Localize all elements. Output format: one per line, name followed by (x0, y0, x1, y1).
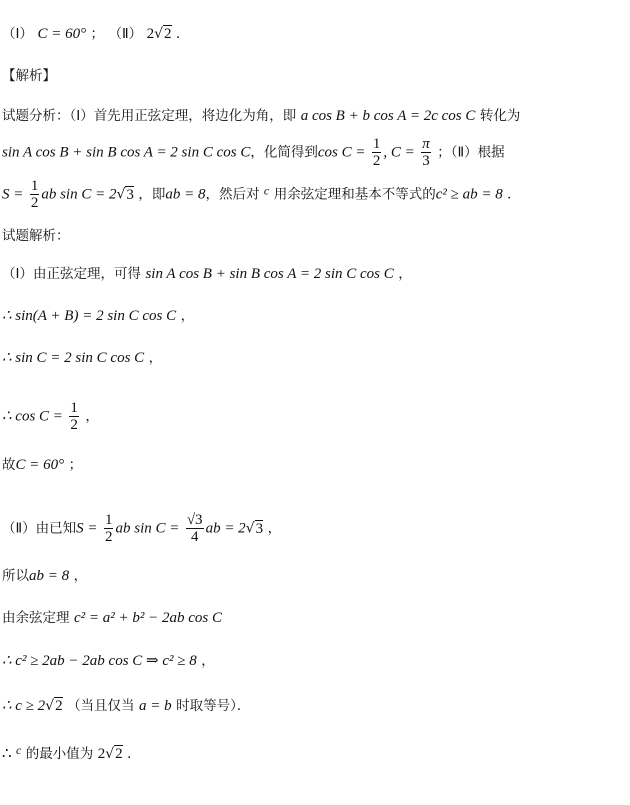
solution-text: 时取等号）． (176, 698, 251, 714)
fraction (372, 136, 382, 169)
summary-math: S = (2, 186, 24, 203)
answer-part2-label: （Ⅱ） (108, 26, 143, 42)
solution-math: c (16, 743, 22, 757)
summary-math: c² ≥ ab = 8 (435, 186, 503, 203)
fraction-num: 1 (70, 400, 78, 416)
answer-part1-label: （Ⅰ） (2, 26, 33, 42)
fraction-num: 1 (372, 136, 381, 152)
analysis-heading: 【解析】 (2, 68, 56, 84)
fraction-den: 4 (190, 529, 199, 545)
fraction-num: √3 (186, 512, 203, 528)
fraction (104, 512, 114, 545)
radicand: 2 (55, 698, 63, 714)
solution-math: ∴ c ≥ 2 (2, 698, 46, 714)
summary-line-2 (2, 136, 505, 169)
solution-math: ab = 8 (29, 568, 70, 584)
summary-math: , C = (383, 144, 415, 161)
solution-punct: ， (180, 308, 195, 324)
solution-text: 由余弦定理 (2, 610, 70, 626)
radicand: 2 (115, 746, 123, 762)
summary-math: ab = 8 (165, 186, 206, 203)
solution-math: S = (76, 520, 98, 537)
solution-text: 故 (2, 457, 16, 473)
solution-text: （当且仅当 (67, 698, 135, 714)
summary-line-1 (2, 106, 520, 126)
solution-math: C = 60° (15, 457, 65, 473)
solution-step-6: （Ⅱ）由已知S = $\frac{1}{2}$ ab sin C = $\frac{√3}{4}$ ab = 2√3 ， (2, 512, 282, 545)
fraction-den: 2 (30, 195, 39, 211)
fraction (186, 512, 204, 545)
solution-step-8 (2, 608, 222, 628)
solution-text: 的最小值为 (25, 746, 94, 762)
fraction-den: 3 (422, 153, 430, 169)
summary-text: 用余弦定理和基本不等式的 (273, 186, 436, 203)
summary-text: 转化为 (479, 108, 521, 124)
solution-step-7 (2, 566, 87, 586)
solution-math: ∴ cos C = (2, 408, 63, 425)
solution-punct: ， (201, 653, 215, 669)
solution-step-5 (2, 455, 82, 475)
answer-part2-coef: 2 (146, 26, 155, 42)
solution-step-4 (2, 400, 99, 433)
solution-step-9 (2, 651, 215, 671)
solution-math: ∴ sin C = 2 sin C cos C (2, 350, 145, 366)
summary-text: ，化简得到 (250, 144, 318, 161)
solution-math: ∴ c² ≥ 2ab − 2ab cos C ⇒ c² ≥ 8 (2, 653, 197, 669)
solution-math: ∴ (2, 746, 12, 762)
summary-math: ab sin C = 2 (41, 186, 117, 203)
solution-punct: ， (398, 266, 412, 282)
solution-step-1 (2, 264, 412, 284)
solution-text: （Ⅰ）由正弦定理，可得 (2, 266, 141, 282)
solution-step-11: ∴ c 的最小值为 2√2 ． (2, 743, 141, 762)
answer-line: （Ⅰ） C = 60° ； （Ⅱ） 2√2 ． (2, 26, 190, 42)
fraction (421, 136, 431, 169)
fraction-den: 2 (372, 153, 381, 169)
solution-label: 试题解析： (2, 228, 70, 244)
solution-math: sin A cos B + sin B cos A = 2 sin C cos C (145, 266, 394, 282)
solution-math: 2 (97, 746, 106, 762)
solution-punct: ， (267, 520, 282, 537)
summary-math: a cos B + b cos A = 2c cos C (300, 108, 476, 124)
fraction-den: 2 (70, 417, 78, 433)
summary-text: ，即 (138, 186, 166, 203)
solution-math: a = b (139, 698, 172, 714)
solution-punct: ； (68, 457, 83, 473)
summary-text: ，然后对 (205, 186, 260, 203)
solution-punct: ， (73, 568, 88, 584)
fraction-num: π (422, 136, 430, 152)
summary-text: ；（Ⅱ）根据 (437, 144, 505, 161)
summary-math: c (263, 183, 270, 198)
solution-step-10: ∴ c ≥ 2√2 （当且仅当 a = b 时取等号）． (2, 698, 251, 714)
radicand: 3 (126, 186, 134, 203)
answer-part2-radicand: 2 (164, 26, 172, 42)
solution-math: c² = a² + b² − 2ab cos C (73, 610, 222, 626)
solution-text: （Ⅱ）由已知 (2, 520, 77, 537)
solution-step-2 (2, 306, 194, 326)
summary-line-3: S = $\frac{1}{2}$ ab sin C = 2√3 ，即ab = 8，然后对 c 用余弦定理和基本不等式的c² ≥ ab = 8 ． (2, 178, 521, 211)
fraction-num: 1 (30, 178, 39, 194)
fraction-num: 1 (104, 512, 113, 528)
solution-math: ∴ sin(A + B) = 2 sin C cos C (2, 308, 177, 324)
summary-label: 试题分析： (2, 108, 70, 124)
fraction-den: 2 (104, 529, 113, 545)
summary-end: ． (507, 186, 521, 203)
solution-punct: ， (85, 408, 99, 425)
solution-step-3 (2, 348, 162, 368)
solution-punct: ． (127, 746, 141, 762)
summary-math: sin A cos B + sin B cos A = 2 sin C cos C (2, 144, 251, 161)
answer-end: ． (175, 26, 190, 42)
solution-punct: ， (148, 350, 163, 366)
answer-separator: ； (90, 26, 105, 42)
summary-text: （Ⅰ）首先用正弦定理，将边化为角，即 (69, 108, 297, 124)
solution-math: ab sin C = (115, 520, 180, 537)
fraction (69, 400, 79, 433)
solution-text: 所以 (2, 568, 29, 584)
summary-math: cos C = (317, 144, 366, 161)
solution-math: ab = 2 (205, 520, 246, 537)
fraction (30, 178, 40, 211)
answer-part1-value: C = 60° (37, 26, 87, 42)
radicand: 3 (255, 520, 264, 537)
